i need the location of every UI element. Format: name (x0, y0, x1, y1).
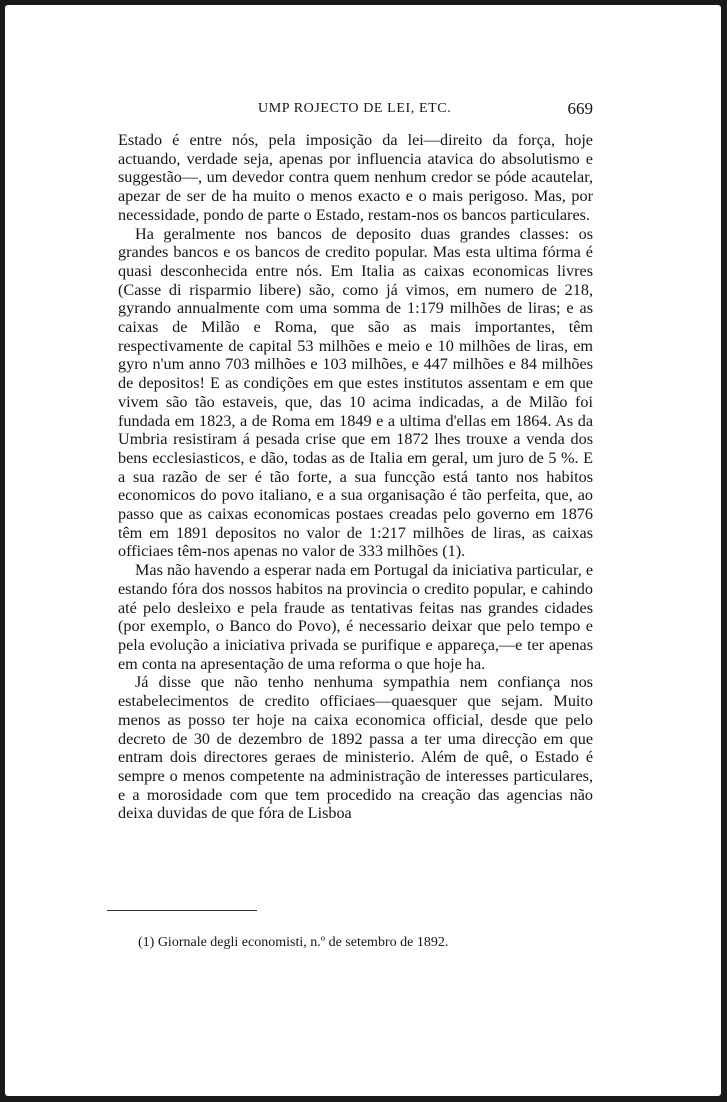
paragraph-4: Já disse que não tenho nenhuma sympathia nem confiança nos estabelecimentos de credito officiaes—quaesquer que sejam. Muito menos as posso ter hoje na caixa economica official, desde que pelo decreto de 30 de dezembro de 1892 passa a ter uma direcção em que entram dois directores geraes de ministerio. Além de quê, o Estado é sempre o menos competente na administração de interesses particulares, e a morosidade com que tem procedido na creação das agencias não deixa duvidas de que fóra de Lisboa (118, 673, 593, 823)
paragraph-1: Estado é entre nós, pela imposição da lei—direito da força, hoje actuando, verdade seja, apenas por influencia atavica do absolutismo e suggestão—, um devedor contra quem nenhum credor se póde acautelar, apezar de ser de ha muito o menos exacto e o mais perigoso. Mas, por necessidade, pondo de parte o Estado, restam-nos os bancos particulares. (118, 131, 593, 224)
running-title: UMP ROJECTO DE LEI, ETC. (258, 101, 452, 116)
footnote: (1) Giornale degli economisti, n.º de setembro de 1892. (138, 935, 449, 950)
footnote-divider (107, 910, 257, 911)
page-header (118, 99, 593, 121)
body-text (118, 131, 593, 823)
paragraph-2: Ha geralmente nos bancos de deposito duas grandes classes: os grandes bancos e os bancos de credito popular. Mas esta ultima fórma é quasi desconhecida entre nós. Em Italia as caixas economicas livres (Casse di risparmio libere) são, como já vimos, em numero de 218, gyrando annualmente com uma somma de 1:179 milhões de liras; e as caixas de Milão e Roma, que são as mais importantes, têm respectivamente de capital 53 milhões e meio e 10 milhões de liras, em gyro n'um anno 703 milhões e 103 milhões, e 447 milhões e 84 milhões de depositos! E as condições em que estes institutos assentam e em que vivem são tão estaveis, que, das 10 acima indicadas, a de Milão foi fundada em 1823, a de Roma em 1849 e a ultima d'ellas em 1864. As da Umbria resistiram á pesada crise que em 1872 lhes trouxe a venda dos bens ecclesiasticos, e dão, todas as de Italia em geral, um juro de 5 %. E a sua razão de ser é tão forte, a sua funcção está tanto nos habitos economicos do povo italiano, e a sua organisação é tão perfeita, que, ao passo que as caixas economicas postaes creadas pelo governo em 1876 têm em 1891 depositos no valor de 1:217 milhões de liras, as caixas officiaes têm-nos apenas no valor de 333 milhões (1). (118, 224, 593, 561)
paragraph-3: Mas não havendo a esperar nada em Portugal da iniciativa particular, e estando fóra dos nossos habitos na provincia o credito popular, e cahindo até pelo desleixo e pela fraude as tentativas feitas nas grandes cidades (por exemplo, o Banco do Povo), é necessario deixar que pelo tempo e pela evolução a iniciativa privada se purifique e appareça,—e ter apenas em conta na apresentação de uma reforma o que hoje ha. (118, 561, 593, 673)
document-page (5, 5, 721, 1096)
page-number: 669 (567, 99, 593, 118)
